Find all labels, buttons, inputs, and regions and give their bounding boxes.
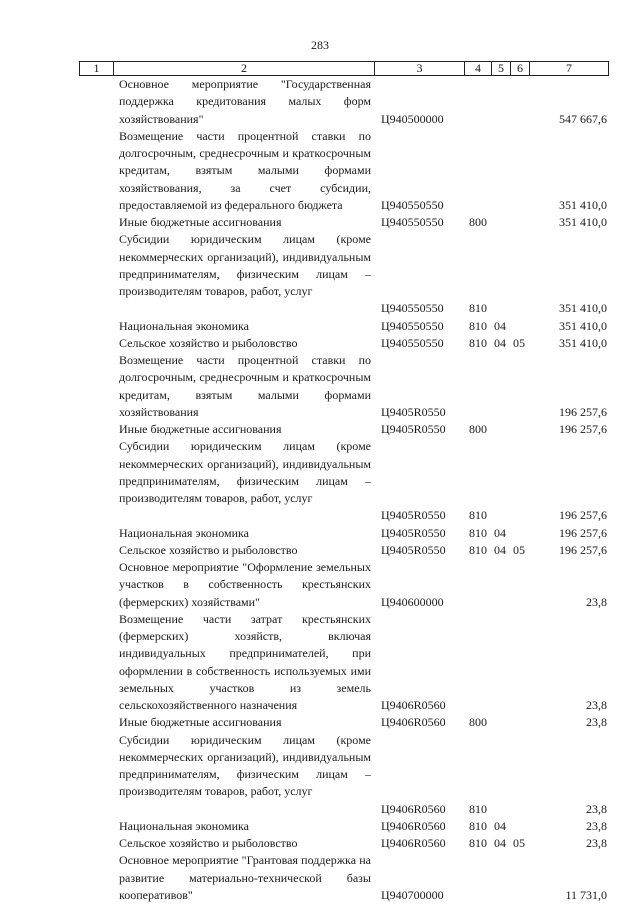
row-amount: 351 410,0 xyxy=(559,318,607,333)
row-description: Субсидии юридическим лицам (кроме некоммерческих организаций), индивидуальным предпринимателям, физическим лицам – производителям товаров, работ, услуг xyxy=(119,732,371,799)
row-expense-type: 810 xyxy=(469,318,487,333)
row-amount: 23,8 xyxy=(586,698,607,712)
row-amount: 196 257,6 xyxy=(559,542,607,557)
row-description: Национальная экономика xyxy=(119,818,249,833)
header-col-5: 5 xyxy=(492,62,511,75)
row-description: Сельское хозяйство и рыболовство xyxy=(119,335,298,350)
table-row xyxy=(0,714,640,731)
row-code: Ц940600000 xyxy=(381,594,444,609)
row-description: Основное мероприятие "Государственная поддержка кредитования малых форм хозяйствования" xyxy=(119,77,371,126)
row-section: 04 xyxy=(494,318,506,333)
row-description: Возмещение части процентной ставки по долгосрочным, среднесрочным и краткосрочным кредитам, взятым малыми формами хозяйствования xyxy=(119,353,371,419)
row-expense-type: 810 xyxy=(469,301,487,316)
table-row xyxy=(0,318,640,335)
row-expense-type: 810 xyxy=(469,836,487,850)
table-row xyxy=(0,352,640,421)
row-amount: 351 410,0 xyxy=(559,335,607,350)
table-row xyxy=(0,835,640,852)
row-expense-type: 810 xyxy=(469,335,487,350)
row-section: 04 xyxy=(494,525,506,540)
row-code: Ц9405R0550 xyxy=(381,422,446,436)
row-code: Ц940550550 xyxy=(381,215,444,229)
row-description: Основное мероприятие "Оформление земельных участков в собственность крестьянских (фермерских) хозяйствами" xyxy=(119,560,371,609)
row-amount: 23,8 xyxy=(586,715,607,730)
table-row xyxy=(0,421,640,438)
row-code: Ц940550550 xyxy=(381,318,444,333)
row-description: Сельское хозяйство и рыболовство xyxy=(119,542,298,557)
row-amount: 11 731,0 xyxy=(565,887,607,902)
row-amount: 351 410,0 xyxy=(559,197,607,212)
header-col-3: 3 xyxy=(375,62,465,75)
row-amount: 23,8 xyxy=(586,836,607,850)
row-expense-type: 800 xyxy=(469,715,487,730)
row-description: Национальная экономика xyxy=(119,318,249,333)
row-amount: 196 257,6 xyxy=(559,525,607,540)
row-amount: 351 410,0 xyxy=(559,215,607,229)
row-amount: 23,8 xyxy=(586,801,607,816)
header-col-2: 2 xyxy=(114,62,375,75)
row-amount: 23,8 xyxy=(586,818,607,833)
header-col-6: 6 xyxy=(511,62,530,75)
row-subsection: 05 xyxy=(513,836,525,850)
row-code: Ц940500000 xyxy=(381,111,444,126)
row-code: Ц940550550 xyxy=(381,301,444,316)
table-row xyxy=(0,732,640,818)
row-code: Ц9406R0560 xyxy=(381,818,446,833)
header-col-1: 1 xyxy=(79,62,114,75)
header-col-7: 7 xyxy=(530,62,609,75)
table-row xyxy=(0,611,640,715)
row-expense-type: 810 xyxy=(469,542,487,557)
row-expense-type: 810 xyxy=(469,508,487,523)
row-code: Ц9406R0560 xyxy=(381,836,446,850)
row-section: 04 xyxy=(494,836,506,850)
row-description: Иные бюджетные ассигнования xyxy=(119,422,282,436)
row-expense-type: 800 xyxy=(469,215,487,229)
table-row xyxy=(0,852,640,904)
row-section: 04 xyxy=(494,542,506,557)
row-subsection: 05 xyxy=(513,335,525,350)
row-code: Ц9406R0560 xyxy=(381,801,446,816)
row-description: Возмещение части затрат крестьянских (фермерских) хозяйств, включая индивидуальных предпринимателей, при оформлении в собственность используемых ими земельных участков из земель сельскохозяйственного назначения xyxy=(119,611,371,712)
table-row xyxy=(0,128,640,214)
row-amount: 196 257,6 xyxy=(559,404,607,419)
row-code: Ц940550550 xyxy=(381,197,444,212)
table-row xyxy=(0,559,640,611)
row-section: 04 xyxy=(494,818,506,833)
table-row xyxy=(0,438,640,524)
table-row xyxy=(0,231,640,317)
row-amount: 196 257,6 xyxy=(559,508,607,523)
header-col-4: 4 xyxy=(465,62,492,75)
row-code: Ц9405R0550 xyxy=(381,404,446,419)
row-code: Ц9406R0560 xyxy=(381,698,446,712)
row-code: Ц9406R0560 xyxy=(381,715,446,730)
row-amount: 351 410,0 xyxy=(559,301,607,316)
table-row xyxy=(0,542,640,559)
table-row xyxy=(0,76,640,128)
row-description: Национальная экономика xyxy=(119,525,249,540)
page-number: 283 xyxy=(311,38,329,52)
row-amount: 547 667,6 xyxy=(559,111,607,126)
table-row xyxy=(0,818,640,835)
row-code: Ц940550550 xyxy=(381,335,444,350)
row-code: Ц9405R0550 xyxy=(381,542,446,557)
row-section: 04 xyxy=(494,335,506,350)
row-description: Субсидии юридическим лицам (кроме некоммерческих организаций), индивидуальным предпринимателям, физическим лицам – производителям товаров, работ, услуг xyxy=(119,439,371,505)
row-expense-type: 800 xyxy=(469,422,487,436)
row-description: Основное мероприятие "Грантовая поддержка на развитие материально-технической базы кооперативов" xyxy=(119,853,371,902)
row-code: Ц940700000 xyxy=(381,887,444,902)
row-description: Субсидии юридическим лицам (кроме некоммерческих организаций), индивидуальным предпринимателям, физическим лицам – производителям товаров, работ, услуг xyxy=(119,232,371,298)
row-amount: 196 257,6 xyxy=(559,422,607,436)
table-row xyxy=(0,335,640,352)
row-description: Иные бюджетные ассигнования xyxy=(119,715,282,730)
row-expense-type: 810 xyxy=(469,818,487,833)
row-code: Ц9405R0550 xyxy=(381,525,446,540)
table-row xyxy=(0,214,640,231)
row-expense-type: 810 xyxy=(469,525,487,540)
row-description: Иные бюджетные ассигнования xyxy=(119,215,282,229)
row-expense-type: 810 xyxy=(469,801,487,816)
row-description: Сельское хозяйство и рыболовство xyxy=(119,836,298,850)
row-amount: 23,8 xyxy=(586,594,607,609)
row-code: Ц9405R0550 xyxy=(381,508,446,523)
table-header xyxy=(79,61,609,76)
row-subsection: 05 xyxy=(513,542,525,557)
table-row xyxy=(0,525,640,542)
row-description: Возмещение части процентной ставки по долгосрочным, среднесрочным и краткосрочным кредитам, взятым малыми формами хозяйствования, за счет субсидии, предоставляемой из федерального бюджета xyxy=(119,128,371,212)
